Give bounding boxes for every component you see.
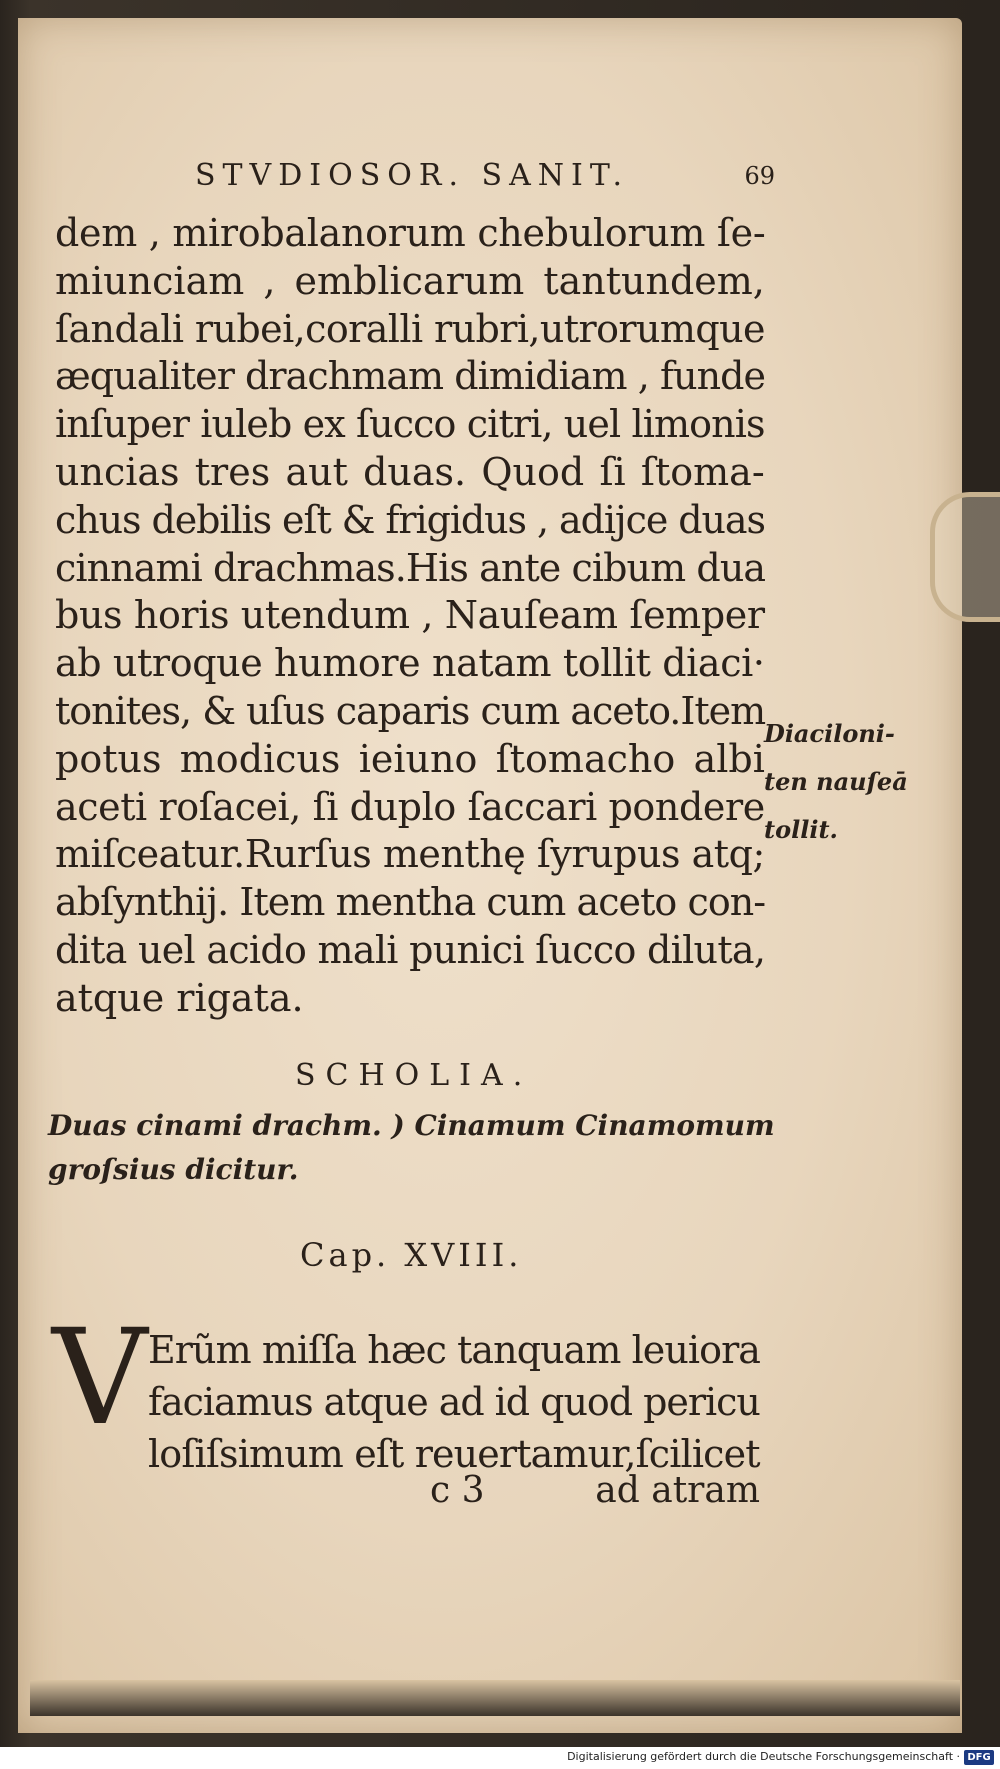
running-title: STVDIOSOR. SANIT. (195, 158, 629, 193)
catchline (148, 1470, 760, 1520)
text-line: ab utroque humore natam tollit diaci· (55, 641, 765, 686)
chapter-line: Erũm miſſa hæc tanquam leuiora (148, 1328, 761, 1372)
text-line: dita uel acido mali punici ſucco diluta, (55, 927, 766, 972)
marginal-note (764, 710, 924, 853)
chapter-heading: Cap. XVIII. (300, 1236, 523, 1274)
drop-cap-initial: V (52, 1301, 148, 1455)
page-number: 69 (744, 162, 775, 190)
scholia-line: Duas cinami drachm. ) Cinamum Cinamomum (48, 1109, 775, 1142)
book-clasp (930, 492, 1000, 622)
marginal-line: tollit. (764, 814, 838, 844)
catchword: ad atram (595, 1470, 760, 1511)
text-line: dem , mirobalanorum chebulorum ſe- (55, 211, 766, 255)
text-line: aceti roſacei, ſi duplo ſaccari pondere (55, 784, 765, 829)
footer-bar (0, 1747, 1000, 1769)
marginal-line: Diaciloni- (764, 719, 895, 748)
running-header (195, 158, 775, 198)
chapter-text (148, 1324, 760, 1480)
chapter-line: loſiſsimum eſt reuertamur,ſcilicet (148, 1432, 760, 1476)
text-line: tonites, & uſus caparis cum aceto.Item (55, 688, 766, 733)
text-line: æqualiter drachmam dimidiam , funde (55, 354, 766, 399)
marginal-line: ten nauſeā (764, 766, 908, 796)
text-line: bus horis utendum , Nauſeam ſemper (55, 593, 765, 638)
text-line: potus modicus ieiuno ſtomacho albi (55, 736, 765, 781)
text-line: abſynthij. Item mentha cum aceto con- (55, 880, 766, 925)
text-line: miſceatur.Rurſus menthę ſyrupus atq; (55, 832, 765, 877)
page-bottom-edge (30, 1680, 960, 1716)
scholia-line: groſsius dicitur. (48, 1153, 299, 1186)
footer-credit: Digitalisierung gefördert durch die Deutsche Forschungsgemeinschaft · (567, 1750, 960, 1763)
scholia-heading: SCHOLIA. (295, 1058, 533, 1093)
text-line: inſuper iuleb ex ſucco citri, uel limonis (55, 402, 765, 447)
text-line: miunciam , emblicarum tantundem, (55, 258, 765, 303)
scholia-text (48, 1104, 775, 1192)
text-line: chus debilis eſt & frigidus , adijce duas (55, 497, 765, 542)
text-line: uncias tres aut duas. Quod ſi ſtoma- (55, 449, 765, 494)
text-line: cinnami drachmas.His ante cibum dua (55, 545, 766, 590)
text-line: ſandali rubei,coralli rubri,utrorumque (55, 306, 765, 351)
body-text (55, 210, 765, 1023)
chapter-line: faciamus atque ad id quod pericu (148, 1380, 760, 1424)
signature-mark: c 3 (430, 1470, 485, 1511)
text-line: atque rigata. (55, 975, 304, 1020)
dfg-logo: DFG (964, 1750, 994, 1765)
